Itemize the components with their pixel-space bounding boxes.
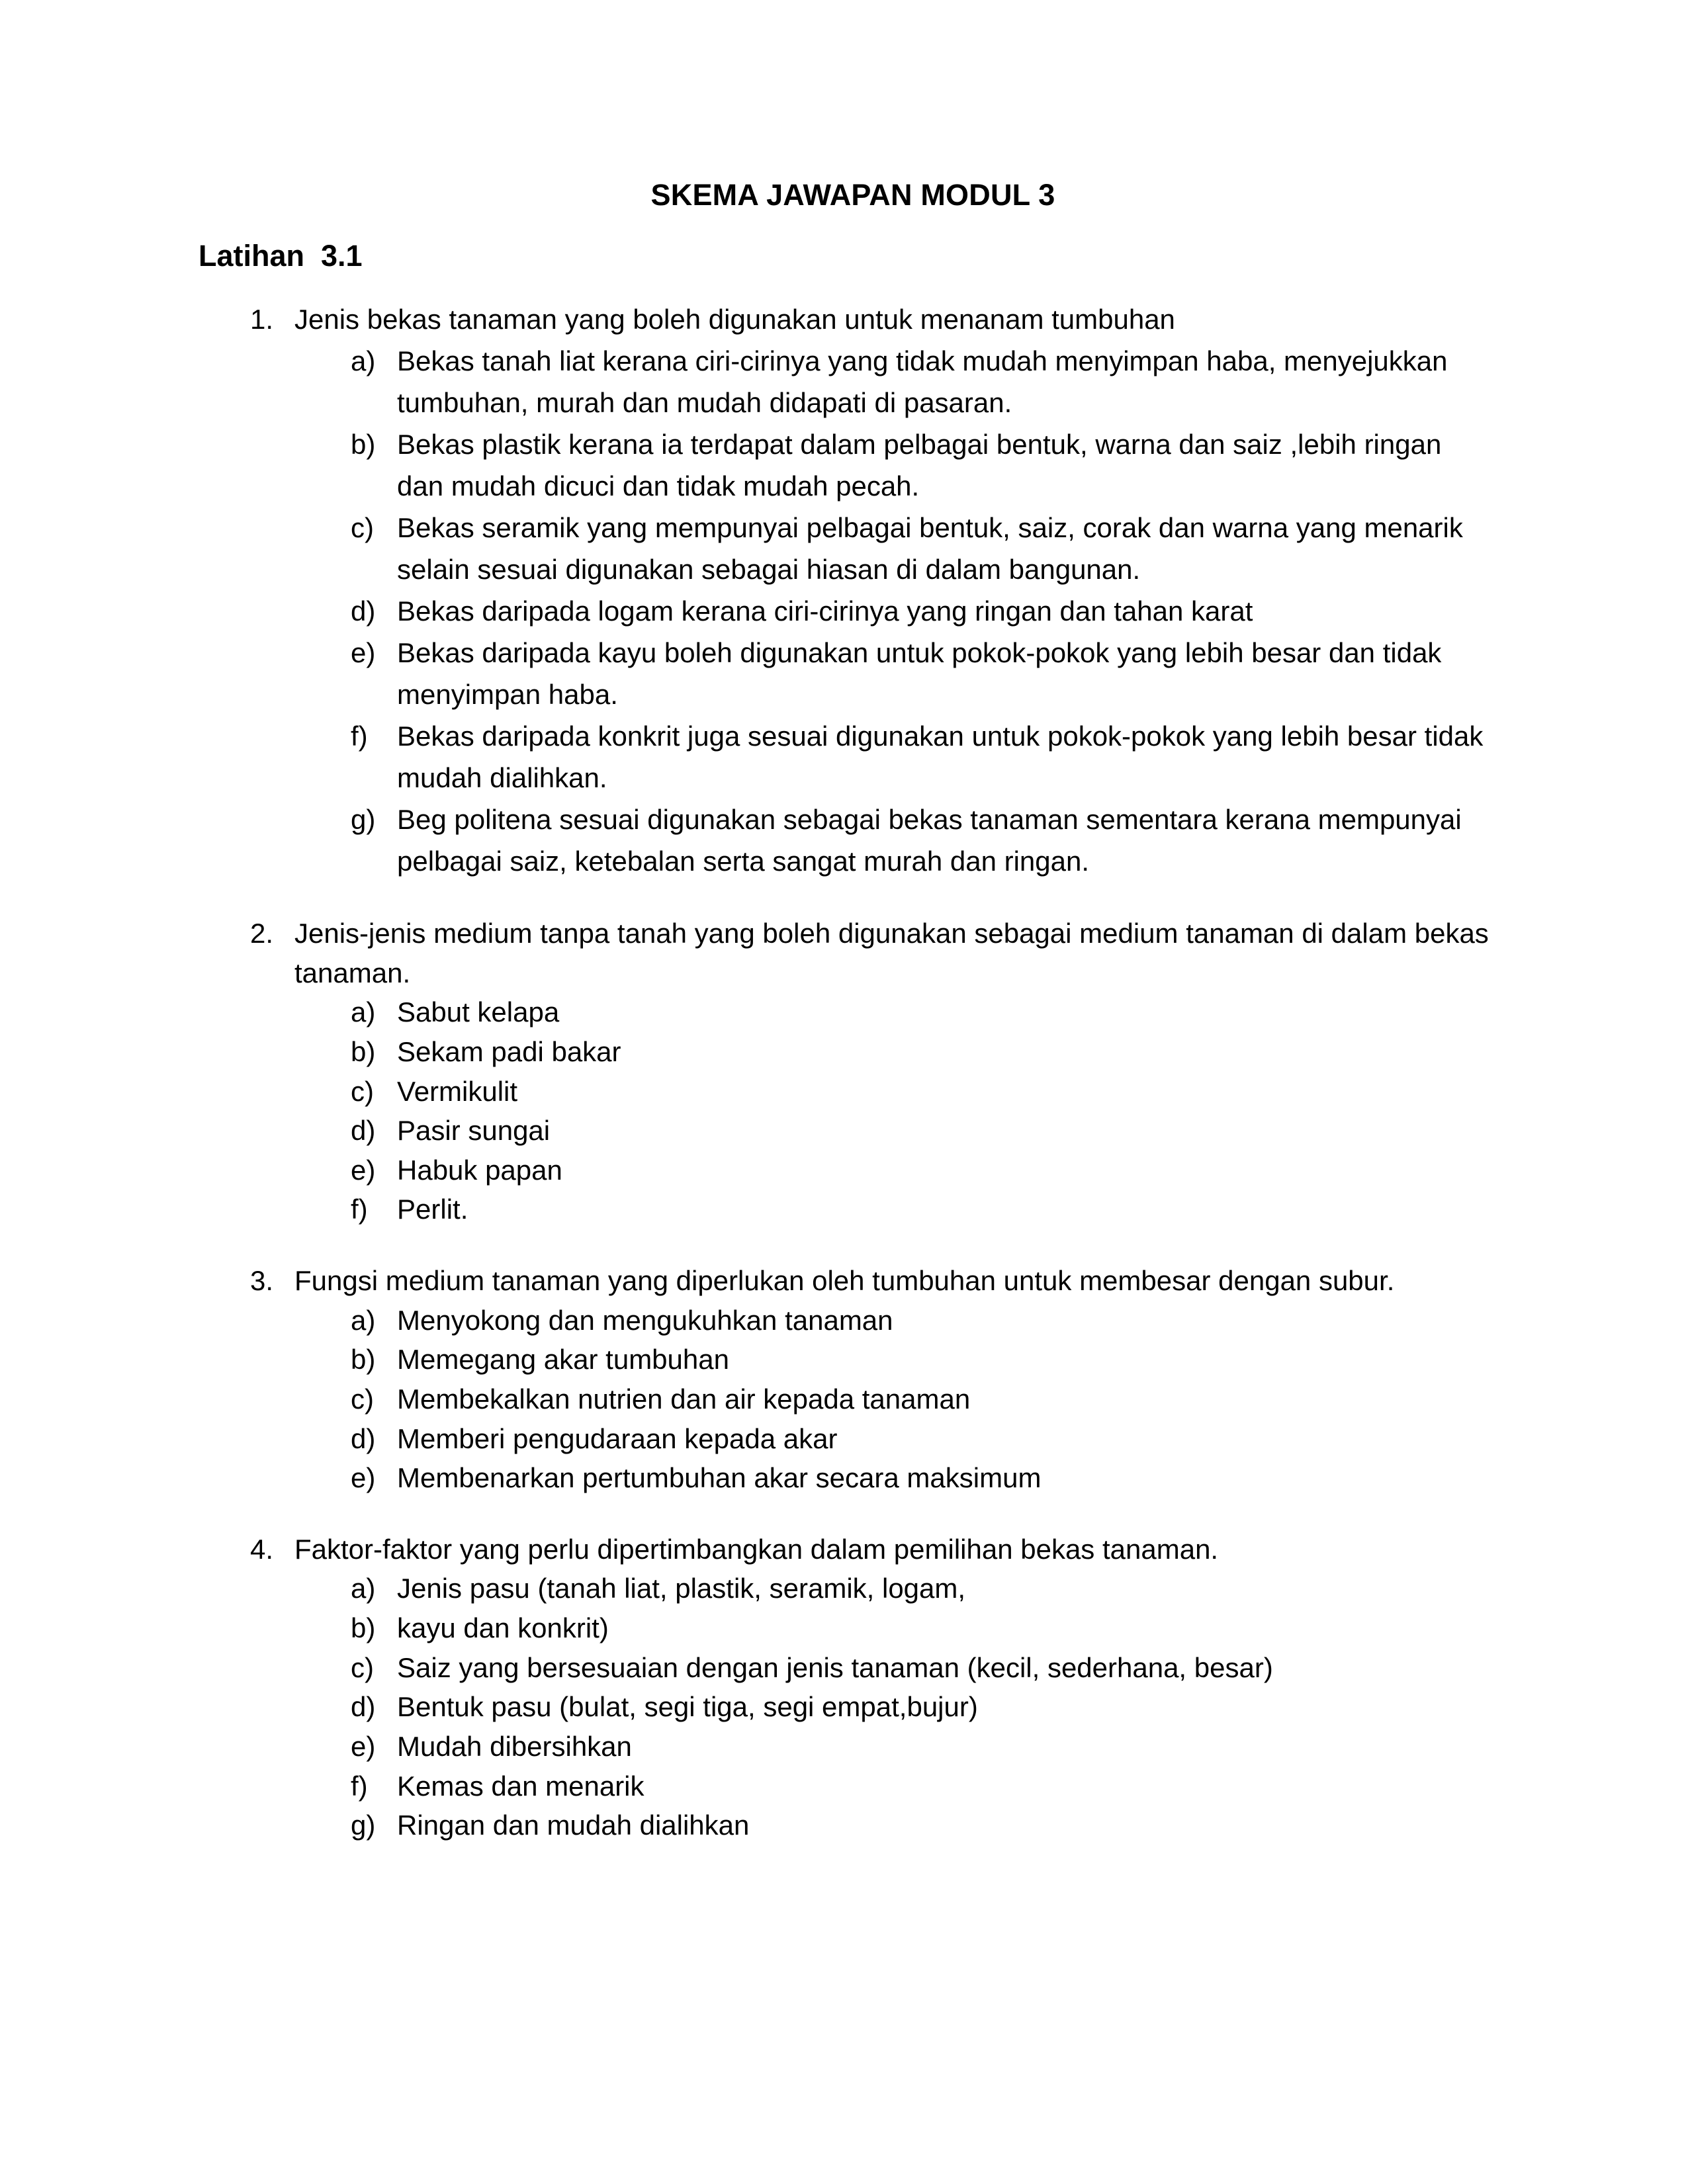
answer-item [199, 1151, 1489, 1190]
answer-item-marker: e) [351, 1462, 376, 1494]
question-block [199, 298, 1489, 882]
question-label: Fungsi medium tanaman yang diperlukan oleh tumbuhan untuk membesar dengan subur. [294, 1265, 1395, 1296]
answer-item-marker: e) [351, 1730, 376, 1762]
answer-item [199, 1727, 1489, 1767]
answer-item-marker: b) [351, 1612, 376, 1643]
answer-item [199, 1072, 1489, 1112]
answer-item-marker: c) [351, 1075, 374, 1107]
question-text [199, 914, 1489, 992]
answer-item-label: Ringan dan mudah dialihkan [397, 1810, 750, 1841]
answer-item-marker: f) [351, 721, 368, 752]
question-number: 4. [250, 1533, 274, 1565]
answer-item-marker: c) [351, 512, 374, 543]
answer-item-label: Bekas plastik kerana ia terdapat dalam pelbagai bentuk, warna dan saiz ,lebih ringan dan mudah dicuci dan tidak mudah pecah. [397, 429, 1442, 502]
answer-list [199, 1301, 1489, 1498]
question-number: 2. [250, 918, 274, 949]
answer-item [199, 340, 1489, 423]
answer-item-label: Memberi pengudaraan kepada akar [397, 1422, 838, 1454]
answer-item-label: Mudah dibersihkan [397, 1730, 632, 1762]
answer-item-label: Habuk papan [397, 1154, 562, 1186]
answer-item-marker: a) [351, 1573, 376, 1604]
answer-item-label: Membenarkan pertumbuhan akar secara maksimum [397, 1462, 1042, 1494]
answer-item [199, 1190, 1489, 1229]
answer-item-label: Bekas daripada kayu boleh digunakan untuk pokok-pokok yang lebih besar dan tidak menyimpan haba. [397, 637, 1442, 710]
answer-item-marker: c) [351, 1383, 374, 1415]
question-list [199, 298, 1489, 1845]
answer-item-marker: b) [351, 1344, 376, 1376]
answer-item-label: Bekas tanah liat kerana ciri-cirinya yang tidak mudah menyimpan haba, menyejukkan tumbuhan, murah dan mudah didapati di pasaran. [397, 345, 1448, 418]
answer-item-label: Menyokong dan mengukuhkan tanaman [397, 1304, 893, 1336]
question-number: 1. [250, 304, 274, 335]
answer-item [199, 590, 1489, 632]
answer-item-label: Perlit. [397, 1194, 468, 1225]
question-text [199, 298, 1489, 340]
answer-item [199, 715, 1489, 799]
answer-item-marker: e) [351, 637, 376, 668]
answer-item [199, 1767, 1489, 1806]
answer-item-label: Sabut kelapa [397, 996, 560, 1028]
answer-item-marker: f) [351, 1770, 368, 1802]
document-content [199, 180, 1489, 1845]
answer-item-marker: b) [351, 429, 376, 460]
answer-item-label: Jenis pasu (tanah liat, plastik, seramik, logam, [397, 1573, 966, 1604]
answer-list [199, 340, 1489, 882]
answer-item-marker: d) [351, 1691, 376, 1723]
answer-item-marker: a) [351, 345, 376, 376]
answer-item-marker: c) [351, 1651, 374, 1683]
answer-item [199, 1419, 1489, 1459]
answer-item-marker: e) [351, 1154, 376, 1186]
answer-item [199, 1806, 1489, 1845]
answer-item-marker: a) [351, 996, 376, 1028]
answer-item-label: Saiz yang bersesuaian dengan jenis tanaman (kecil, sederhana, besar) [397, 1651, 1273, 1683]
answer-item-marker: g) [351, 804, 376, 835]
section-heading: Latihan 3.1 [199, 239, 363, 273]
answer-item-label: Membekalkan nutrien dan air kepada tanaman [397, 1383, 971, 1415]
answer-item-label: Bekas daripada logam kerana ciri-cirinya yang ringan dan tahan karat [397, 595, 1253, 627]
question-text [199, 1530, 1489, 1569]
answer-item-label: Bentuk pasu (bulat, segi tiga, segi empat,bujur) [397, 1691, 978, 1723]
answer-item-marker: g) [351, 1810, 376, 1841]
answer-list [199, 992, 1489, 1229]
answer-item-marker: d) [351, 595, 376, 627]
answer-item-label: Sekam padi bakar [397, 1035, 621, 1067]
answer-item [199, 507, 1489, 590]
answer-item-label: Vermikulit [397, 1075, 518, 1107]
page-title: SKEMA JAWAPAN MODUL 3 [650, 178, 1055, 212]
question-label: Jenis bekas tanaman yang boleh digunakan untuk menanam tumbuhan [294, 304, 1175, 335]
question-block [199, 1530, 1489, 1845]
answer-item-marker: d) [351, 1115, 376, 1147]
answer-list [199, 1569, 1489, 1845]
answer-item [199, 1111, 1489, 1151]
answer-item [199, 1458, 1489, 1498]
answer-item-label: Kemas dan menarik [397, 1770, 644, 1802]
answer-item [199, 1032, 1489, 1072]
answer-item [199, 632, 1489, 715]
answer-item [199, 799, 1489, 882]
question-block [199, 914, 1489, 1229]
answer-item-label: kayu dan konkrit) [397, 1612, 609, 1643]
question-label: Faktor-faktor yang perlu dipertimbangkan dalam pemilihan bekas tanaman. [294, 1533, 1219, 1565]
answer-item [199, 992, 1489, 1032]
answer-item [199, 1379, 1489, 1419]
answer-item [199, 1608, 1489, 1648]
answer-item-marker: a) [351, 1304, 376, 1336]
answer-item-marker: b) [351, 1035, 376, 1067]
answer-item-marker: d) [351, 1422, 376, 1454]
question-label: Jenis-jenis medium tanpa tanah yang boleh digunakan sebagai medium tanaman di dalam bekas tanaman. [294, 918, 1489, 988]
answer-item [199, 423, 1489, 507]
answer-item-label: Bekas daripada konkrit juga sesuai digunakan untuk pokok-pokok yang lebih besar tidak mudah dialihkan. [397, 721, 1484, 793]
answer-item-label: Beg politena sesuai digunakan sebagai bekas tanaman sementara kerana mempunyai pelbagai saiz, ketebalan serta sangat murah dan ringan. [397, 804, 1462, 877]
answer-item-marker: f) [351, 1194, 368, 1225]
answer-item-label: Pasir sungai [397, 1115, 551, 1147]
answer-item [199, 1569, 1489, 1608]
question-block [199, 1261, 1489, 1498]
answer-item-label: Bekas seramik yang mempunyai pelbagai bentuk, saiz, corak dan warna yang menarik selain sesuai digunakan sebagai hiasan di dalam bangunan. [397, 512, 1463, 585]
answer-item [199, 1340, 1489, 1379]
answer-item [199, 1687, 1489, 1727]
question-text [199, 1261, 1489, 1301]
answer-item-label: Memegang akar tumbuhan [397, 1344, 729, 1376]
answer-item [199, 1301, 1489, 1340]
question-number: 3. [250, 1265, 274, 1296]
answer-item [199, 1648, 1489, 1688]
